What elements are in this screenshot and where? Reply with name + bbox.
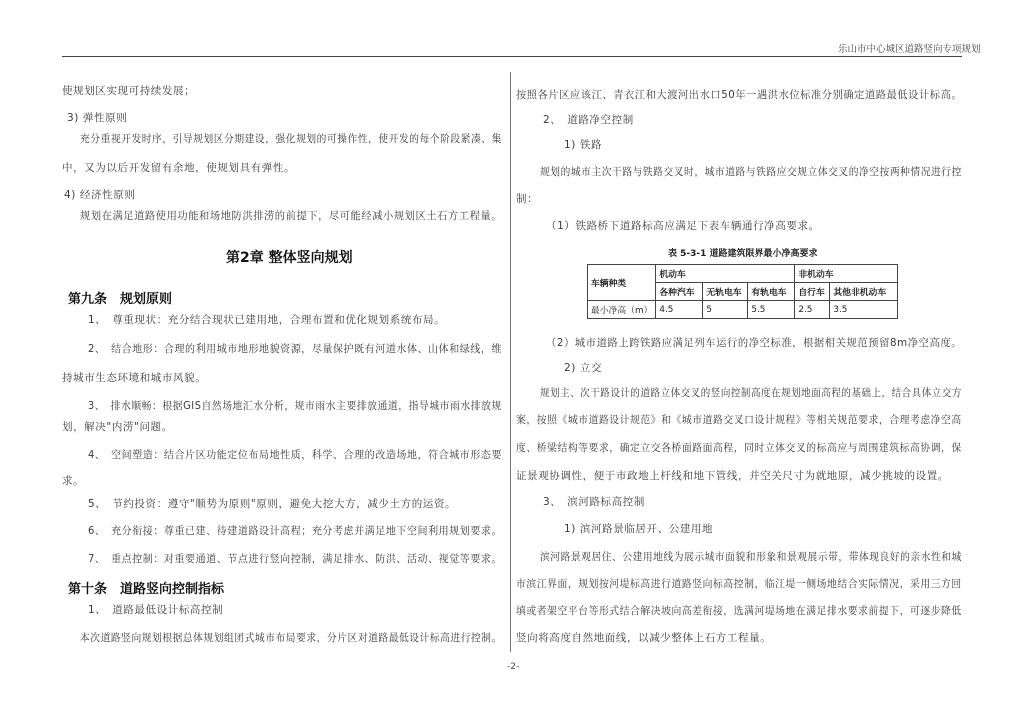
left-line-2: 3) 弹性原则: [67, 112, 128, 124]
article-9-line-7: 求。: [62, 475, 85, 487]
article-9-line-6: 4、 空间塑造：结合片区功能定位布局地性质，科学、合理的改造场地，符合城市形态要: [88, 449, 503, 461]
table-cell: 5: [703, 301, 748, 319]
chapter-title: 第2章 整体竖向规划: [226, 250, 353, 266]
table-row: [588, 301, 898, 319]
right-line-18: 竖向将高度自然地面线，以减少整体上石方工程量。: [516, 632, 772, 644]
table-header-row-1: [588, 265, 898, 283]
right-line-1: 按照各片区应该江、青衣江和大渡河出水口50年一遇洪水位标准分别确定道路最低设计标高。: [516, 89, 963, 101]
article-9-line-3: 持城市生态环境和城市风貌。: [62, 372, 207, 384]
table-cell: 5.5: [748, 301, 795, 319]
right-line-5: 制：: [516, 193, 539, 205]
table-cell: 2.5: [795, 301, 830, 319]
article-10-title: 第十条 道路竖向控制指标: [68, 582, 225, 597]
left-line-6: 规划在满足道路使用功能和场地防洪排涝的前提下，尽可能经减小规划区土石方工程量。: [80, 210, 503, 222]
article-10-line-2: 本次道路竖向规划根据总体规划组团式城市布局要求，分片区对道路最低设计标高进行控制。: [80, 632, 502, 644]
article-9-line-4: 3、 排水顺畅：根据GIS自然场地汇水分析，规市雨水主要排放通道，指导城市雨水排放规: [88, 400, 502, 412]
vehicle-type-header: 车辆种类: [588, 265, 656, 301]
right-line-14: 1) 滨河路景临居开、公建用地: [564, 523, 714, 535]
article-10-line-1: 1、 道路最低设计标高控制: [88, 604, 224, 616]
right-line-4: 规划的城市主次干路与铁路交叉时，城市道路与铁路应交规立体交叉的净空按两种情况进行控: [540, 166, 962, 178]
right-line-12: 证景观协调性，便于市政地上杆线和地下管线，并空关尺寸为就地原，减少挑坡的设置。: [516, 470, 949, 482]
clearance-table: [587, 264, 898, 319]
right-line-2: 2、 道路净空控制: [543, 114, 634, 126]
column-divider: [510, 72, 511, 652]
article-9-line-9: 6、 充分衔接：尊重已建、待建道路设计高程；充分考虑并满足地下空间利用规划要求。: [88, 525, 503, 537]
left-line-5: 4) 经济性原则: [64, 189, 136, 201]
right-line-16: 市滨江界面，规划按河堤标高进行道路竖向标高控制，临江堤一侧场地结合实际情况，采用三方回: [516, 578, 962, 590]
right-line-9: 规划主、次干路设计的道路立体交叉的竖向控制高度在规划地面高程的基础上，结合具体立交方: [540, 387, 962, 399]
column-header: 各种汽车: [656, 283, 703, 301]
right-line-17: 填或者架空平台等形式结合解决坡向高差衔接，选满河堤场地在满足排水要求前提下，可逐步降低: [516, 605, 962, 617]
table-cell: 4.5: [656, 301, 703, 319]
left-line-3: 充分重视开发时序，引导规划区分期建设，强化规划的可操作性，使开发的每个阶段紧凑、集: [80, 133, 502, 145]
motor-vehicle-header: 机动车: [656, 265, 795, 283]
article-9-line-1: 1、 尊重现状：充分结合现状已建用地，合理布置和优化规划系统布局。: [88, 314, 446, 326]
right-line-15: 滨河路景观居住、公建用地线为展示城市面貌和形象和景观展示带，带体现良好的亲水性和城: [540, 551, 962, 563]
column-header: 自行车: [795, 283, 830, 301]
right-line-13: 3、 滨河路标高控制: [543, 496, 645, 508]
right-line-10: 案，按照《城市道路设计规范》和《城市道路交叉口设计规程》等相关规范要求，合理考虑净空高: [516, 414, 962, 426]
right-line-11: 度、桥梁结构等要求，确定立交各桥面路面高程，同时立体交叉的标高应与周围建筑标高协调，保: [516, 442, 962, 454]
document-header-title: 乐山市中心城区道路竖向专项规划: [838, 44, 981, 55]
right-line-8: 2) 立交: [564, 362, 603, 374]
non-motor-vehicle-header: 非机动车: [795, 265, 898, 283]
right-line-6: （1）铁路桥下道路标高应满足下表车辆通行净高要求。: [546, 220, 820, 232]
column-header: 无轨电车: [703, 283, 748, 301]
table-cell: 3.5: [830, 301, 898, 319]
article-9-title: 第九条 规划原则: [68, 292, 173, 307]
article-9-line-5: 划，解决"内涝"问题。: [62, 421, 173, 433]
article-9-line-8: 5、 节约投资：遵守"顺势为原则"原则，避免大挖大方，减少土方的运资。: [88, 498, 457, 510]
right-line-7: （2）城市道路上跨铁路应满足列车运行的净空标准，根据相关规范预留8m净空高度。: [546, 337, 963, 349]
left-line-4: 中，又为以后开发留有余地，使规划具有弹性。: [62, 162, 296, 174]
column-header: 有轨电车: [748, 283, 795, 301]
table-caption: 表 5-3-1 道路建筑限界最小净高要求: [668, 249, 818, 259]
page-number: -2-: [507, 662, 520, 672]
right-line-3: 1) 铁路: [564, 139, 603, 151]
article-9-line-2: 2、 结合地形：合理的利用城市地形地貌资源，尽量保护既有河道水体、山体和绿线，维: [88, 343, 503, 355]
article-9-line-10: 7、 重点控制：对重要通道、节点进行竖向控制，满足排水、防洪、活动、视觉等要求。: [88, 553, 503, 565]
row-label: 最小净高（m）: [588, 301, 656, 319]
left-line-1: 使规划区实现可持续发展；: [62, 85, 196, 97]
header-rule: [62, 56, 962, 57]
column-header: 其他非机动车: [830, 283, 898, 301]
